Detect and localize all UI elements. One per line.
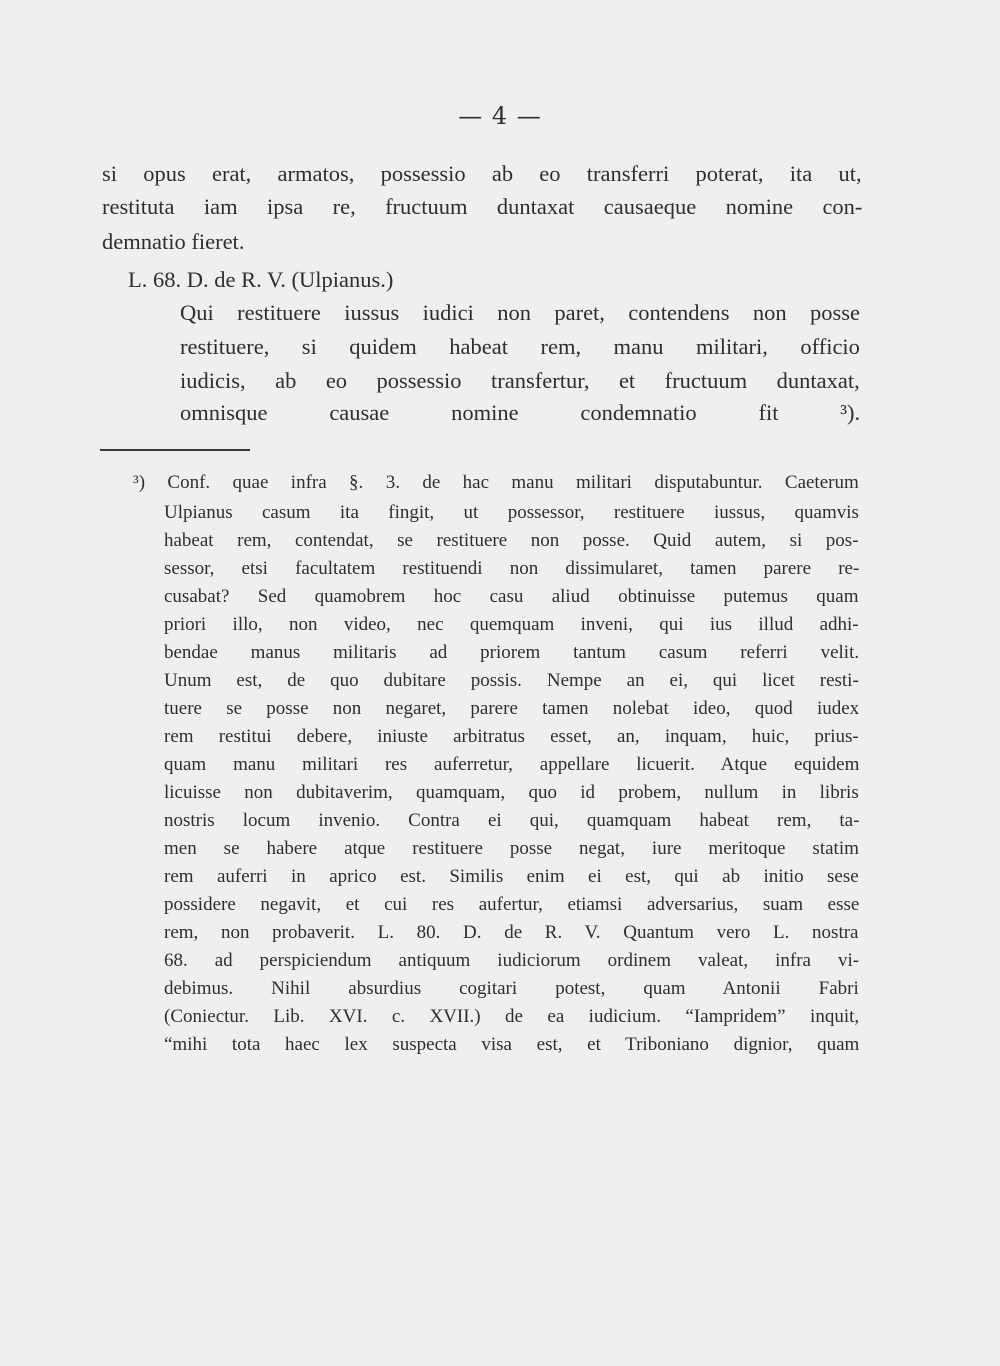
footnote-line: nostris locum invenio. Contra ei qui, quamquam habeat rem, ta-: [164, 810, 860, 831]
quoted-law-line: restituere, si quidem habeat rem, manu militari, officio: [180, 334, 860, 359]
footnote-line: Unum est, de quo dubitare possis. Nempe an ei, qui licet resti-: [164, 670, 859, 691]
quoted-law-line: iudicis, ab eo possessio transfertur, et fructuum duntaxat,: [180, 368, 860, 393]
footnote-line: debimus. Nihil absurdius cogitari potest, quam Antonii Fabri: [164, 978, 859, 999]
law-citation-heading: L. 68. D. de R. V. (Ulpianus.): [128, 267, 394, 292]
quoted-law-line: omnisque causae nomine condemnatio fit ³).: [180, 400, 861, 425]
main-text-line: si opus erat, armatos, possessio ab eo transferri poterat, ita ut,: [102, 161, 862, 186]
footnote-line: rem restitui debere, iniuste arbitratus esset, an, inquam, huic, prius-: [164, 726, 859, 747]
footnote-line: quam manu militari res auferretur, appellare licuerit. Atque equidem: [164, 754, 860, 775]
footnote-line: rem, non probaverit. L. 80. D. de R. V. Quantum vero L. nostra: [164, 922, 859, 943]
footnote-line: possidere negavit, et cui res aufertur, etiamsi adversarius, suam esse: [164, 894, 860, 915]
footnote-line: cusabat? Sed quamobrem hoc casu aliud obtinuisse putemus quam: [164, 586, 859, 607]
footnote-line: sessor, etsi facultatem restituendi non dissimularet, tamen parere re-: [164, 558, 860, 579]
footnote-line: (Coniectur. Lib. XVI. c. XVII.) de ea iudicium. “Iampridem” inquit,: [164, 1006, 860, 1027]
page-number: — 4 —: [458, 102, 542, 130]
footnote-line: Ulpianus casum ita fingit, ut possessor, restituere iussus, quamvis: [164, 502, 859, 523]
footnote-line: “mihi tota haec lex suspecta visa est, et Triboniano dignior, quam: [164, 1034, 860, 1055]
footnote-line: habeat rem, contendat, se restituere non posse. Quid autem, si pos-: [164, 530, 859, 551]
footnote-line: ³) Conf. quae infra §. 3. de hac manu militari disputabuntur. Caeterum: [133, 472, 859, 493]
main-text-line: restituta iam ipsa re, fructuum duntaxat causaeque nomine con-: [102, 194, 863, 219]
quoted-law-line: Qui restituere iussus iudici non paret, contendens non posse: [180, 300, 861, 325]
footnote-line: priori illo, non video, nec quemquam inveni, qui ius illud adhi-: [164, 614, 859, 635]
footnote-line: 68. ad perspiciendum antiquum iudiciorum ordinem valeat, infra vi-: [164, 950, 860, 971]
footnote-line: bendae manus militaris ad priorem tantum casum referri velit.: [164, 642, 860, 663]
main-text-line: demnatio fieret.: [102, 229, 245, 254]
footnote-line: men se habere atque restituere posse negat, iure meritoque statim: [164, 838, 859, 859]
footnote-line: licuisse non dubitaverim, quamquam, quo id probem, nullum in libris: [164, 782, 859, 803]
footnote-separator: [100, 449, 250, 451]
footnote-line: tuere se posse non negaret, parere tamen nolebat ideo, quod iudex: [164, 698, 860, 719]
footnote-line: rem auferri in aprico est. Similis enim ei est, qui ab initio sese: [164, 866, 859, 887]
